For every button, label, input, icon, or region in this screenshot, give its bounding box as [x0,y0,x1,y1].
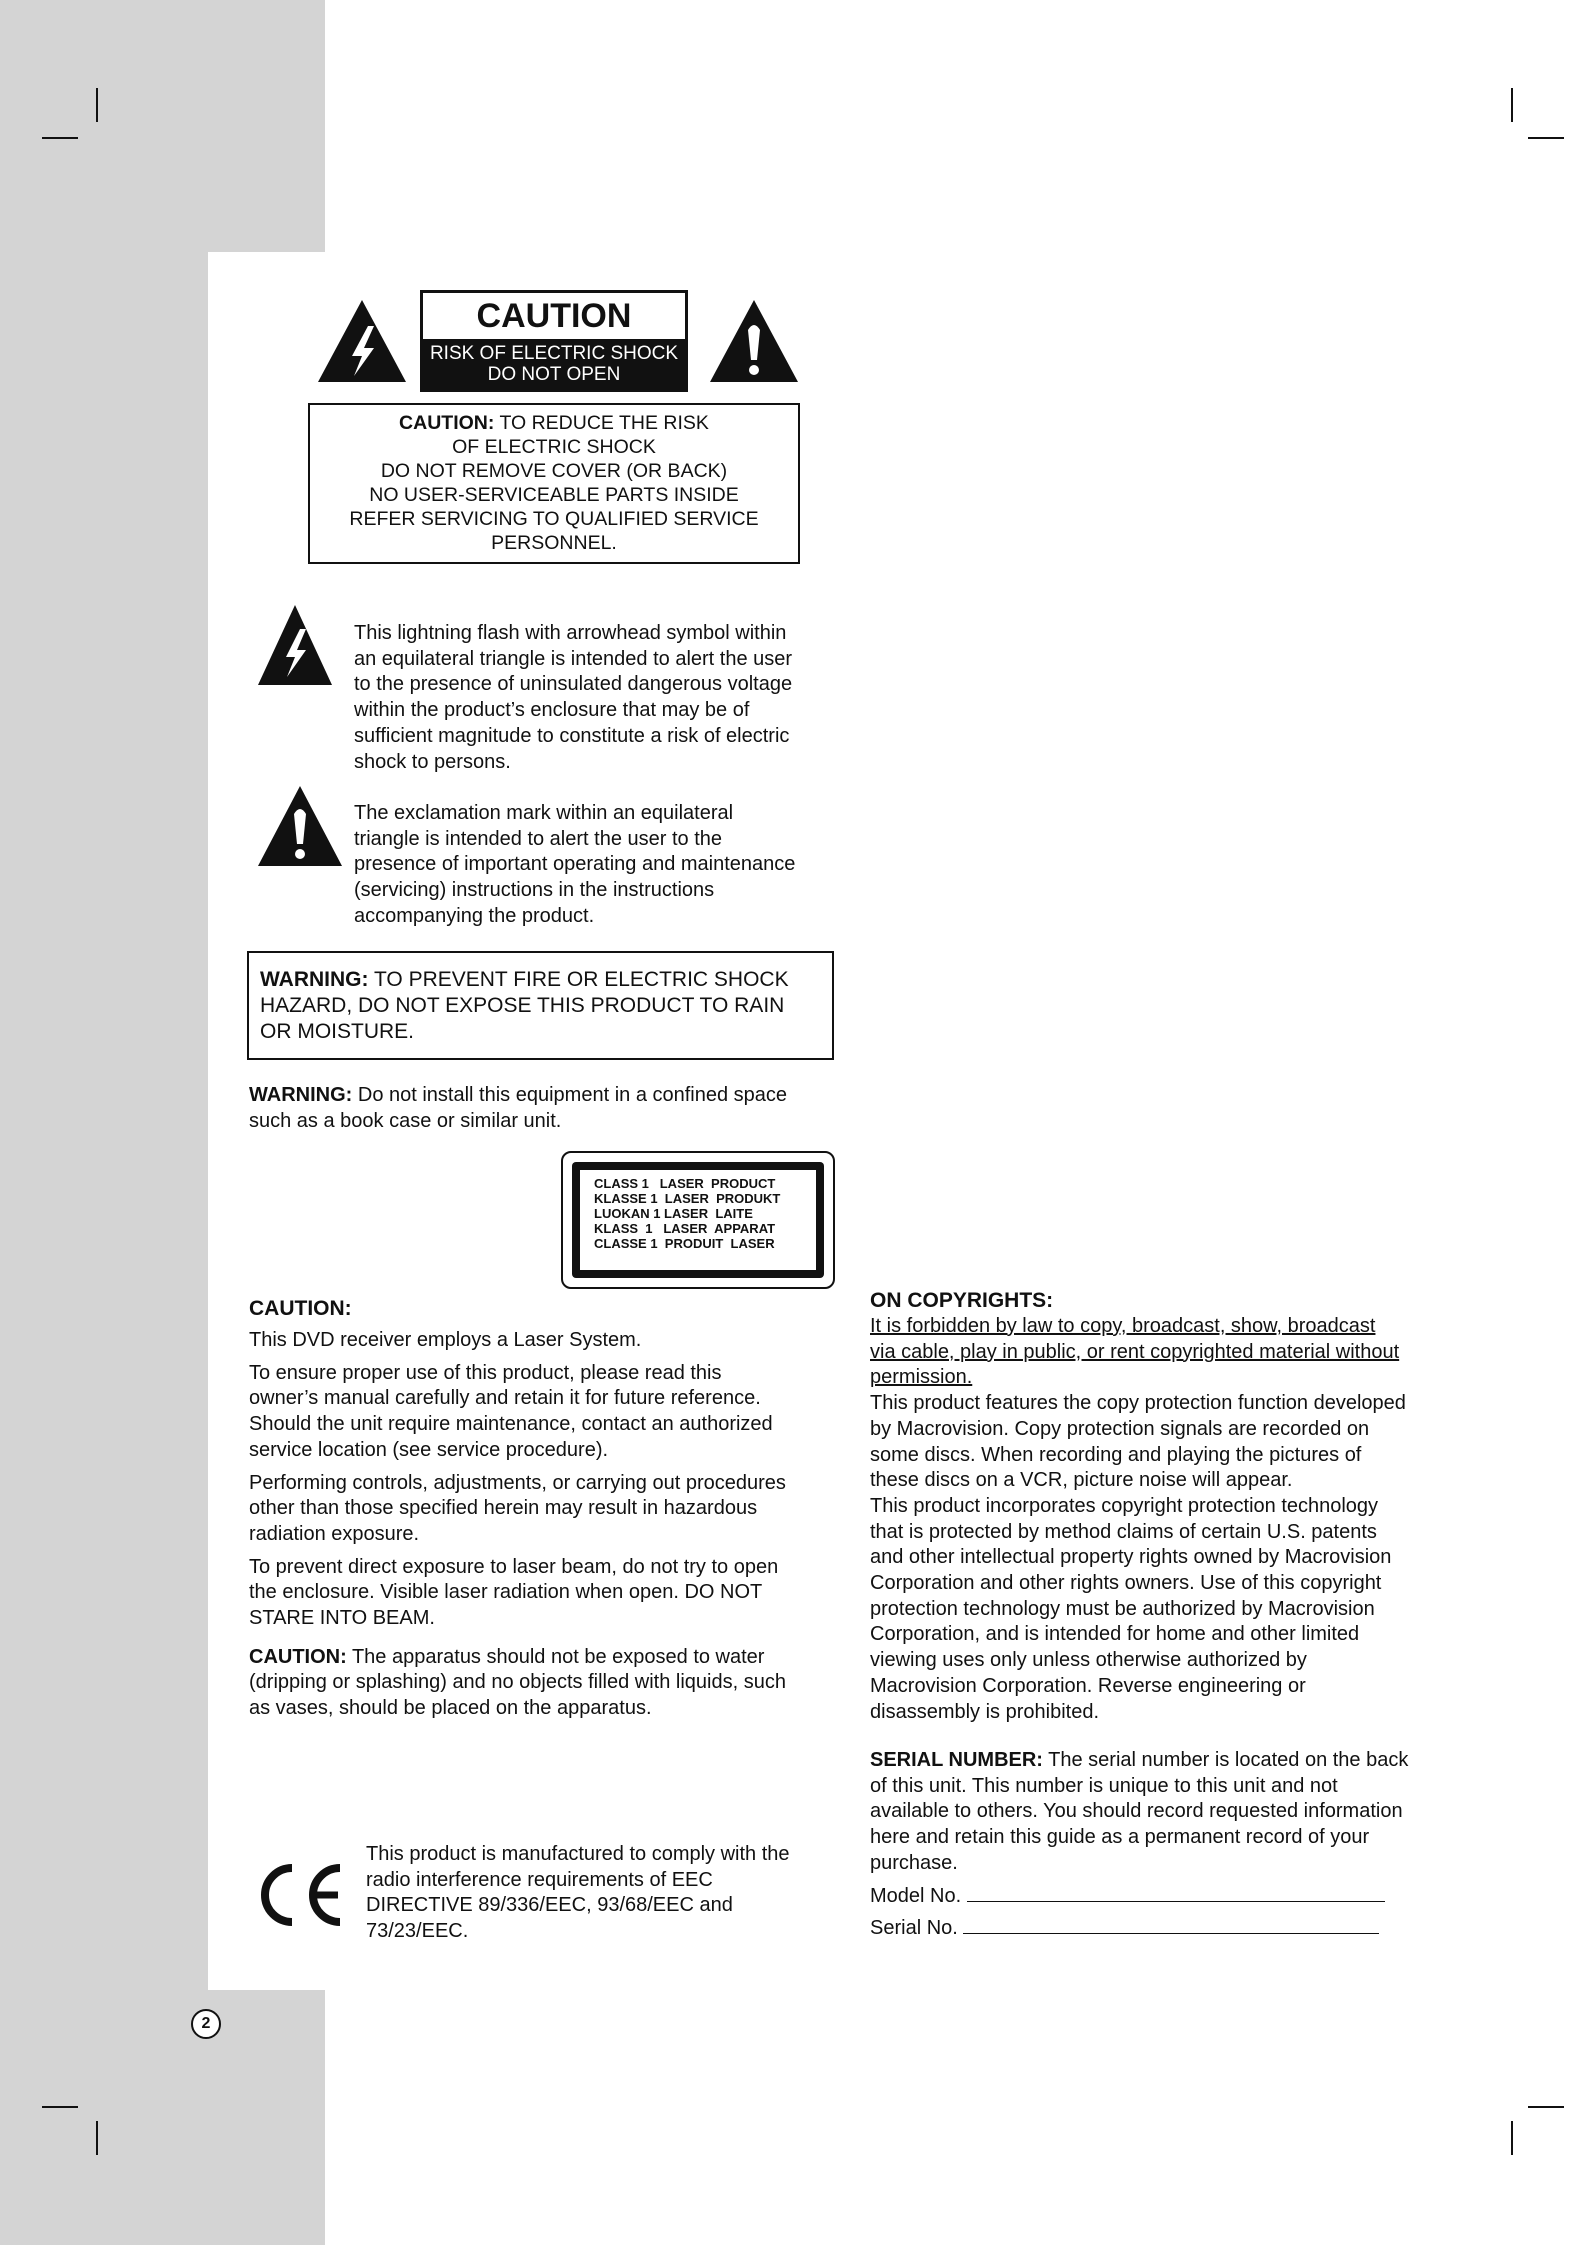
crop-mark [96,2121,98,2155]
text-line: as vases, should be placed on the apparatus. [249,1697,652,1720]
text-line: of this unit. This number is unique to this unit and not [870,1774,1338,1797]
text-line: CLASS 1 LASER PRODUCT [594,1176,776,1191]
caution-title: CAUTION [476,297,632,335]
text-line: This product incorporates copyright protection technology [870,1494,1379,1517]
caution-band-line: RISK OF ELECTRIC SHOCK [429,343,679,364]
warning-lead: WARNING: [260,968,369,991]
laser-product-label [561,1151,835,1289]
text-line: Macrovision Corporation. Reverse engineering or [870,1674,1306,1697]
exclamation-description [354,801,834,930]
text-line: presence of important operating and maintenance [354,853,796,876]
ce-mark-icon [252,1862,348,1928]
caution-text: OF ELECTRIC SHOCK [452,436,656,458]
text-line: sufficient magnitude to constitute a risk of electric [354,724,790,747]
text-line: shock to persons. [354,750,511,773]
text-line: 73/23/EEC. [366,1920,469,1943]
crop-mark [1511,2121,1513,2155]
text-line: service location (see service procedure). [249,1438,609,1461]
warning-lead: WARNING: [249,1084,353,1106]
text-line: This product is manufactured to comply with the [366,1843,790,1865]
caution-text: PERSONNEL. [491,532,617,554]
warning-box [247,951,834,1060]
page-margin-top-left [0,0,325,252]
text-line: disassembly is prohibited. [870,1700,1099,1723]
text-line: HAZARD, DO NOT EXPOSE THIS PRODUCT TO RAIN [260,994,785,1017]
text-line: an equilateral triangle is intended to alert the user [354,647,793,670]
text-line: available to others. You should record requested information [870,1800,1403,1823]
text-line: OR MOISTURE. [260,1020,415,1043]
text-line: by Macrovision. Copy protection signals are recorded on [870,1417,1370,1440]
text-line: (servicing) instructions in the instructions [354,879,715,902]
caution-text: NO USER-SERVICEABLE PARTS INSIDE [369,484,739,506]
caution-notice-box [308,403,800,564]
text-line: accompanying the product. [354,904,595,927]
serial-number-field [963,1932,1379,1934]
copyrights-section [870,1288,1460,1725]
serial-number-section [870,1748,1460,1942]
serial-lead: SERIAL NUMBER: [870,1749,1043,1771]
text-line: triangle is intended to alert the user to the [354,827,723,850]
text-line: Performing controls, adjustments, or carrying out procedures [249,1471,786,1494]
text-line: To prevent direct exposure to laser beam, do not try to open [249,1555,779,1578]
crop-mark [42,2106,78,2108]
text-line: Should the unit require maintenance, contact an authorized [249,1413,773,1436]
text-line: permission. [870,1366,973,1389]
text-line: KLASSE 1 LASER PRODUKT [594,1191,781,1206]
text-line: The exclamation mark within an equilateral [354,802,734,824]
section-heading: ON COPYRIGHTS: [870,1289,1054,1312]
text-line: KLASS 1 LASER APPARAT [594,1221,776,1236]
caution-section [249,1296,839,1722]
exclamation-triangle-icon [256,784,344,868]
page-number: 2 [191,2009,221,2039]
text-line: owner’s manual carefully and retain it for future reference. [249,1387,761,1410]
text-line: radio interference requirements of EEC [366,1868,713,1891]
text-line: CLASSE 1 PRODUIT LASER [594,1236,775,1251]
caution-text: TO REDUCE THE RISK [494,412,709,434]
text-line: To ensure proper use of this product, please read this [249,1361,722,1384]
text-line: Corporation, and is intended for home and other limited [870,1623,1360,1646]
text-line: via cable, play in public, or rent copyrighted material without [870,1340,1400,1363]
model-number-label: Model No. [870,1884,962,1907]
caution-band-line: DO NOT OPEN [487,364,621,385]
text-line: that is protected by method claims of certain U.S. patents [870,1520,1377,1543]
text-line: This DVD receiver employs a Laser System. [249,1329,642,1351]
laser-label-text [580,1170,816,1270]
lightning-triangle-icon [256,603,334,687]
text-line: some discs. When recording and playing the pictures of [870,1443,1362,1466]
text-line: This lightning flash with arrowhead symbol within [354,622,787,644]
text-line: (dripping or splashing) and no objects filled with liquids, such [249,1671,786,1694]
caution-lead: CAUTION: [399,412,495,434]
text-line: and other intellectual property rights owned by Macrovision [870,1546,1392,1569]
serial-number-label: Serial No. [870,1917,958,1940]
text-line: other than those specified herein may result in hazardous [249,1497,758,1520]
caution-text: REFER SERVICING TO QUALIFIED SERVICE [349,508,759,530]
page-margin-left [0,0,208,2245]
ce-compliance-text [366,1842,846,1945]
text-line: protection technology must be authorized by Macrovision [870,1597,1375,1620]
text-line: STARE INTO BEAM. [249,1607,435,1630]
text-line: The serial number is located on the back [1042,1749,1409,1771]
text-line: purchase. [870,1851,958,1874]
text-line: Do not install this equipment in a confined space [352,1084,788,1106]
text-line: to the presence of uninsulated dangerous voltage [354,673,793,696]
text-line: TO PREVENT FIRE OR ELECTRIC SHOCK [368,968,789,991]
text-line: within the product’s enclosure that may be of [354,699,750,722]
lightning-description [354,621,834,775]
caution-band [423,339,685,389]
crop-mark [42,137,78,139]
text-line: This product features the copy protection function developed [870,1392,1406,1415]
text-line: DIRECTIVE 89/336/EEC, 93/68/EEC and [366,1894,733,1917]
caution-label [420,290,688,392]
text-line: such as a book case or similar unit. [249,1109,562,1132]
exclamation-triangle-icon [708,298,800,384]
crop-mark [1511,88,1513,122]
crop-mark [96,88,98,122]
crop-mark [1528,137,1564,139]
text-line: here and retain this guide as a permanent record of your [870,1826,1370,1849]
lightning-triangle-icon [316,298,408,384]
text-line: Corporation and other rights owners. Use of this copyright [870,1572,1382,1595]
page-margin-bottom-left [0,1990,325,2245]
text-line: the enclosure. Visible laser radiation when open. DO NOT [249,1581,763,1604]
caution-text: DO NOT REMOVE COVER (OR BACK) [380,460,728,482]
text-line: LUOKAN 1 LASER LAITE [594,1206,753,1221]
text-line: viewing uses only unless otherwise authorized by [870,1649,1307,1672]
section-heading: CAUTION: [249,1297,352,1320]
text-line: radiation exposure. [249,1522,420,1545]
text-line: The apparatus should not be exposed to water [346,1645,765,1668]
warning-install [249,1083,839,1134]
text-line: It is forbidden by law to copy, broadcast, show, broadcast [870,1315,1376,1337]
laser-label-frame [572,1162,824,1278]
caution-lead: CAUTION: [249,1645,347,1668]
model-number-field [967,1900,1385,1902]
crop-mark [1528,2106,1564,2108]
text-line: these discs on a VCR, picture noise will appear. [870,1469,1293,1492]
